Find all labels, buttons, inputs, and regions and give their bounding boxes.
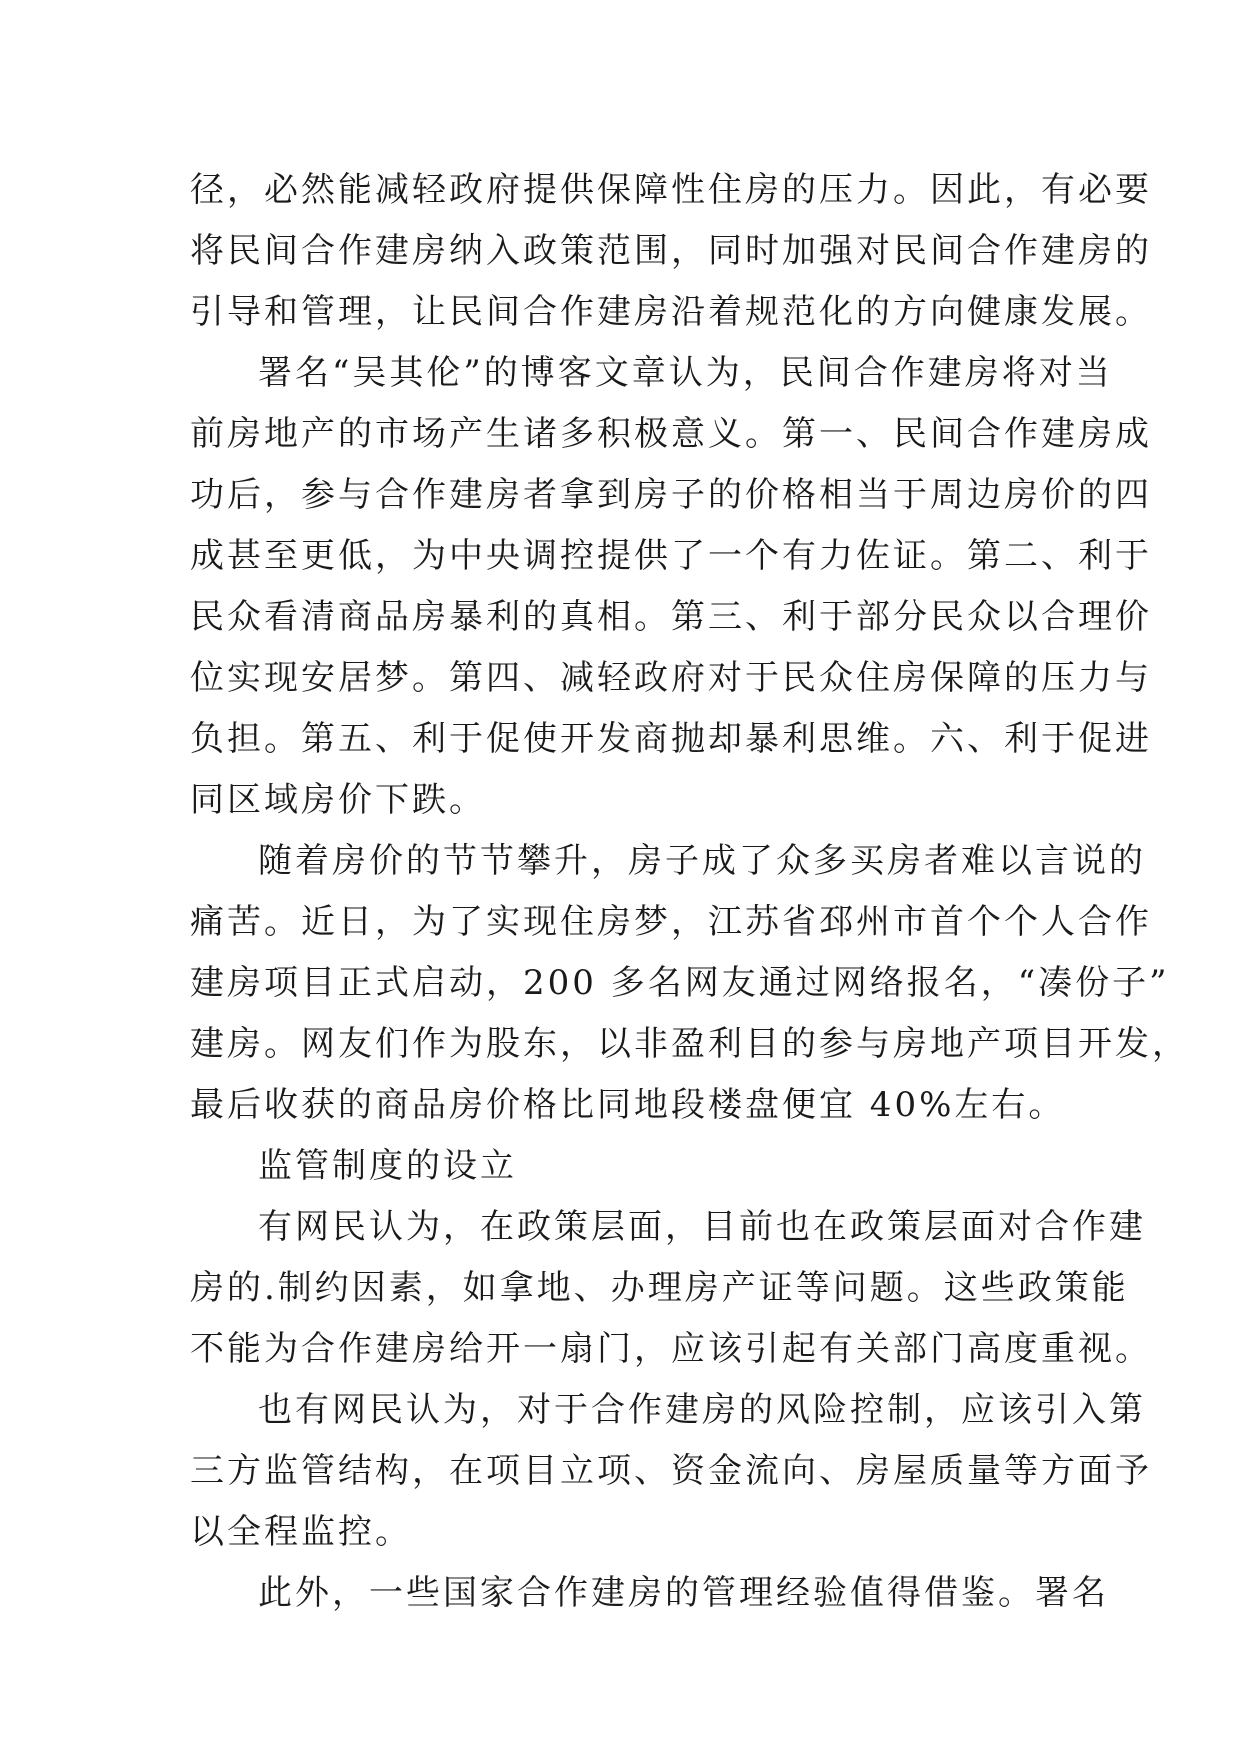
text-line: 位实现安居梦。第四、减轻政府对于民众住房保障的压力与 xyxy=(190,658,1152,698)
text-line: 建房项目正式启动，200 多名网友通过网络报名，“凑份子” xyxy=(190,963,1170,1003)
text-line: 民众看清商品房暴利的真相。第三、利于部分民众以合理价 xyxy=(190,597,1152,637)
text-line: 前房地产的市场产生诸多积极意义。第一、民间合作建房成 xyxy=(190,414,1152,454)
text-line: 以全程监控。 xyxy=(190,1512,412,1552)
text-line: 将民间合作建房纳入政策范围，同时加强对民间合作建房的 xyxy=(190,231,1152,271)
text-line: 有网民认为，在政策层面，目前也在政策层面对合作建 xyxy=(258,1207,1146,1247)
text-line: 房的.制约因素，如拿地、办理房产证等问题。这些政策能 xyxy=(190,1268,1129,1308)
text-line: 功后，参与合作建房者拿到房子的价格相当于周边房价的四 xyxy=(190,475,1152,515)
paragraph-6 xyxy=(190,1563,1109,1624)
paragraph-1 xyxy=(190,160,1152,343)
text-line: 径，必然能减轻政府提供保障性住房的压力。因此，有必要 xyxy=(190,170,1152,210)
paragraph-2 xyxy=(190,343,1152,831)
text-line: 建房。网友们作为股东，以非盈利目的参与房地产项目开发， xyxy=(190,1024,1189,1064)
paragraph-5 xyxy=(190,1380,1152,1563)
text-line: 同区域房价下跌。 xyxy=(190,780,486,820)
text-line: 此外，一些国家合作建房的管理经验值得借鉴。署名 xyxy=(258,1573,1109,1613)
text-line: 痛苦。近日，为了实现住房梦，江苏省邳州市首个个人合作 xyxy=(190,902,1152,942)
body-text xyxy=(190,160,1189,1624)
text-line: 署名“吴其伦”的博客文章认为，民间合作建房将对当 xyxy=(258,353,1113,393)
text-line: 负担。第五、利于促使开发商抛却暴利思维。六、利于促进 xyxy=(190,719,1152,759)
paragraph-3 xyxy=(190,831,1189,1136)
text-line: 最后收获的商品房价格比同地段楼盘便宜 40%左右。 xyxy=(190,1085,1066,1125)
text-line: 也有网民认为，对于合作建房的风险控制，应该引入第 xyxy=(258,1390,1146,1430)
text-line: 随着房价的节节攀升，房子成了众多买房者难以言说的 xyxy=(258,841,1146,881)
section-heading xyxy=(190,1136,1070,1197)
text-line: 不能为合作建房给开一扇门，应该引起有关部门高度重视。 xyxy=(190,1329,1152,1369)
text-line: 引导和管理，让民间合作建房沿着规范化的方向健康发展。 xyxy=(190,292,1152,332)
text-line: 三方监管结构，在项目立项、资金流向、房屋质量等方面予 xyxy=(190,1451,1152,1491)
paragraph-4 xyxy=(190,1197,1152,1380)
section-heading-text: 监管制度的设立 xyxy=(258,1146,517,1186)
text-line: 成甚至更低，为中央调控提供了一个有力佐证。第二、利于 xyxy=(190,536,1152,576)
